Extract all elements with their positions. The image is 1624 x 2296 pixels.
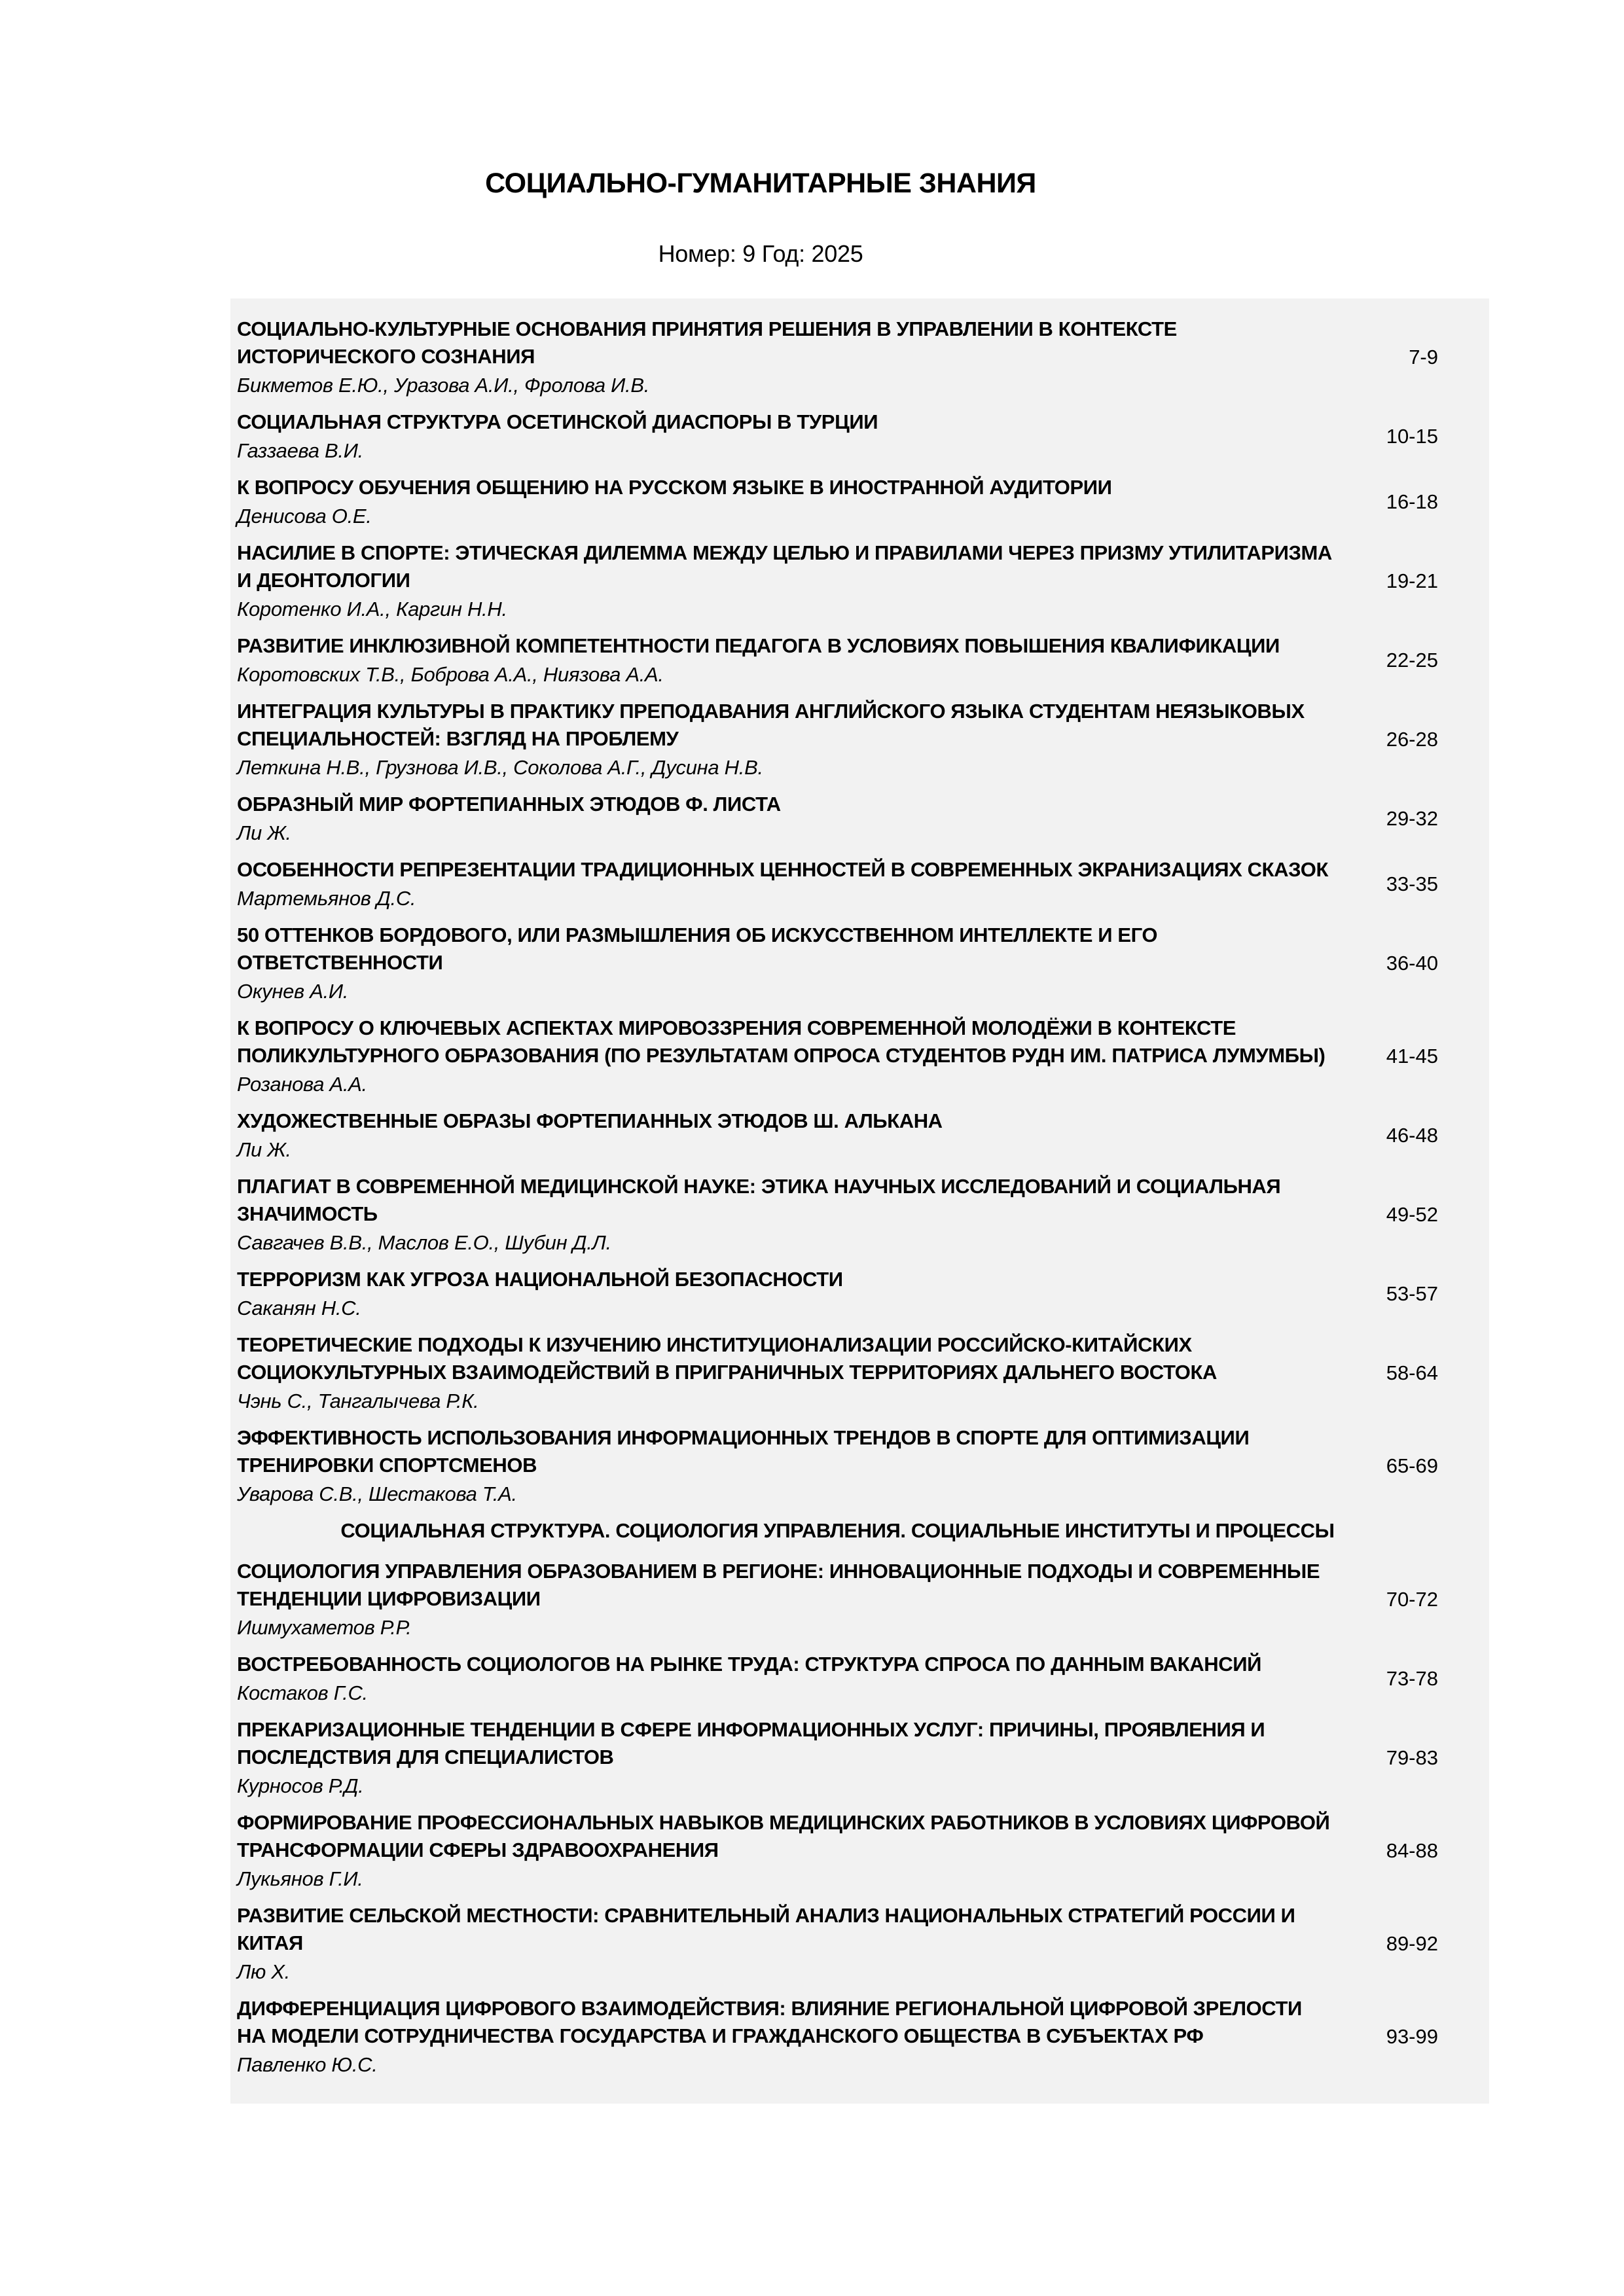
journal-title: СОЦИАЛЬНО-ГУМАНИТАРНЫЕ ЗНАНИЯ [485,167,1036,199]
article-authors: Розанова А.А. [237,1072,367,1096]
toc-entry-main [237,1173,1360,1257]
article-authors: Денисова О.Е. [237,504,372,528]
article-title: ОБРАЗНЫЙ МИР ФОРТЕПИАННЫХ ЭТЮДОВ Ф. ЛИСТА [237,792,781,816]
article-title: 50 ОТТЕНКОВ БОРДОВОГО, ИЛИ РАЗМЫШЛЕНИЯ ОБ ИСКУССТВЕННОМ ИНТЕЛЛЕКТЕ И ЕГО ОТВЕТСТВЕННОСТИ [237,923,1158,974]
toc-entry-main [237,1107,1360,1164]
article-authors: Ишмухаметов Р.Р. [237,1615,412,1639]
toc-entry-main [237,539,1360,623]
article-title: СОЦИАЛЬНАЯ СТРУКТУРА ОСЕТИНСКОЙ ДИАСПОРЫ В ТУРЦИИ [237,410,878,433]
article-authors: Лю Х. [237,1960,290,1983]
article-title: ЭФФЕКТИВНОСТЬ ИСПОЛЬЗОВАНИЯ ИНФОРМАЦИОННЫХ ТРЕНДОВ В СПОРТЕ ДЛЯ ОПТИМИЗАЦИИ ТРЕНИРОВКИ СПОРТСМЕНОВ [237,1426,1250,1477]
toc-entry [237,1014,1438,1098]
article-authors: Коротовских Т.В., Боброва А.А., Ниязова А.А. [237,662,664,686]
article-authors: Мартемьянов Д.С. [237,886,416,910]
toc-entry-main [237,791,1360,847]
article-title: ОСОБЕННОСТИ РЕПРЕЗЕНТАЦИИ ТРАДИЦИОННЫХ ЦЕННОСТЕЙ В СОВРЕМЕННЫХ ЭКРАНИЗАЦИЯХ СКАЗОК [237,857,1328,881]
article-authors: Савгачев В.В., Маслов Е.О., Шубин Д.Л. [237,1230,611,1254]
article-authors: Коротенко И.А., Каргин Н.Н. [237,597,507,620]
toc-entry-main [237,1716,1360,1800]
article-authors: Бикметов Е.Ю., Уразова А.И., Фролова И.В. [237,373,650,397]
article-title: ФОРМИРОВАНИЕ ПРОФЕССИОНАЛЬНЫХ НАВЫКОВ МЕДИЦИНСКИХ РАБОТНИКОВ В УСЛОВИЯХ ЦИФРОВОЙ ТРАНСФОРМАЦИИ СФЕРЫ ЗДРАВООХРАНЕНИЯ [237,1810,1330,1861]
article-title: ХУДОЖЕСТВЕННЫЕ ОБРАЗЫ ФОРТЕПИАННЫХ ЭТЮДОВ Ш. АЛЬКАНА [237,1109,943,1132]
article-title: НАСИЛИЕ В СПОРТЕ: ЭТИЧЕСКАЯ ДИЛЕММА МЕЖДУ ЦЕЛЬЮ И ПРАВИЛАМИ ЧЕРЕЗ ПРИЗМУ УТИЛИТАРИЗМА И ДЕОНТОЛОГИИ [237,541,1332,592]
article-authors: Костаков Г.С. [237,1681,368,1704]
article-page-range: 7-9 [1409,345,1438,368]
article-page-range: 10-15 [1386,424,1438,448]
doc-header [230,0,1291,268]
toc-entry [237,791,1438,847]
article-title: ДИФФЕРЕНЦИАЦИЯ ЦИФРОВОГО ВЗАИМОДЕЙСТВИЯ: ВЛИЯНИЕ РЕГИОНАЛЬНОЙ ЦИФРОВОЙ ЗРЕЛОСТИ НА МОДЕЛИ СОТРУДНИЧЕСТВА ГОСУДАРСТВА И ГРАЖДАНСКОГО ОБЩЕСТВА В СУБЪЕКТАХ РФ [237,1996,1302,2047]
toc-entry-main [237,1995,1360,2079]
article-title: ВОСТРЕБОВАННОСТЬ СОЦИОЛОГОВ НА РЫНКЕ ТРУДА: СТРУКТУРА СПРОСА ПО ДАННЫМ ВАКАНСИЙ [237,1652,1262,1676]
article-title: ПРЕКАРИЗАЦИОННЫЕ ТЕНДЕНЦИИ В СФЕРЕ ИНФОРМАЦИОННЫХ УСЛУГ: ПРИЧИНЫ, ПРОЯВЛЕНИЯ И ПОСЛЕДСТВИЯ ДЛЯ СПЕЦИАЛИСТОВ [237,1717,1265,1768]
article-page-range: 16-18 [1386,490,1438,513]
article-page-range: 84-88 [1386,1839,1438,1862]
article-page-range: 29-32 [1386,806,1438,830]
toc-entry [237,1331,1438,1415]
article-authors: Газзаева В.И. [237,439,363,462]
article-page-range: 33-35 [1386,872,1438,895]
article-page-range: 19-21 [1386,569,1438,592]
article-authors: Окунев А.И. [237,979,349,1003]
toc-entry [237,1558,1438,1641]
toc-entry-main [237,1809,1360,1893]
toc-entry-main [237,1014,1360,1098]
article-page-range: 58-64 [1386,1361,1438,1384]
article-page-range: 46-48 [1386,1123,1438,1147]
toc-entry [237,1173,1438,1257]
article-page-range: 65-69 [1386,1454,1438,1477]
toc-entry [237,539,1438,623]
article-page-range: 79-83 [1386,1746,1438,1769]
article-page-range: 41-45 [1386,1044,1438,1067]
toc-entry [237,408,1438,465]
toc-entry-main [237,1331,1360,1415]
toc-entry-main [237,474,1360,530]
article-title: РАЗВИТИЕ СЕЛЬСКОЙ МЕСТНОСТИ: СРАВНИТЕЛЬНЫЙ АНАЛИЗ НАЦИОНАЛЬНЫХ СТРАТЕГИЙ РОССИИ И КИТАЯ [237,1903,1295,1954]
article-authors: Павленко Ю.С. [237,2053,378,2076]
article-authors: Уварова С.В., Шестакова Т.А. [237,1482,517,1505]
article-page-range: 70-72 [1386,1587,1438,1611]
article-title: СОЦИОЛОГИЯ УПРАВЛЕНИЯ ОБРАЗОВАНИЕМ В РЕГИОНЕ: ИННОВАЦИОННЫЕ ПОДХОДЫ И СОВРЕМЕННЫЕ ТЕНДЕНЦИИ ЦИФРОВИЗАЦИИ [237,1559,1320,1610]
toc-entry [237,474,1438,530]
article-authors: Саканян Н.С. [237,1296,361,1319]
article-page-range: 26-28 [1386,727,1438,751]
article-title: К ВОПРОСУ О КЛЮЧЕВЫХ АСПЕКТАХ МИРОВОЗЗРЕНИЯ СОВРЕМЕННОЙ МОЛОДЁЖИ В КОНТЕКСТЕ ПОЛИКУЛЬТУРНОГО ОБРАЗОВАНИЯ (ПО РЕЗУЛЬТАТАМ ОПРОСА СТУДЕНТОВ РУДН ИМ. ПАТРИСА ЛУМУМБЫ) [237,1016,1326,1067]
toc-entry [237,1809,1438,1893]
toc-entry [237,856,1438,912]
toc-entry [237,315,1438,399]
toc-list [230,298,1489,2104]
article-authors: Ли Ж. [237,821,291,844]
issue-year-line: Номер: 9 Год: 2025 [658,240,863,267]
article-page-range: 89-92 [1386,1931,1438,1955]
article-title: РАЗВИТИЕ ИНКЛЮЗИВНОЙ КОМПЕТЕНТНОСТИ ПЕДАГОГА В УСЛОВИЯХ ПОВЫШЕНИЯ КВАЛИФИКАЦИИ [237,634,1280,657]
toc-entry [237,1651,1438,1707]
toc-entry [237,1107,1438,1164]
article-title: ИНТЕГРАЦИЯ КУЛЬТУРЫ В ПРАКТИКУ ПРЕПОДАВАНИЯ АНГЛИЙСКОГО ЯЗЫКА СТУДЕНТАМ НЕЯЗЫКОВЫХ СПЕЦИАЛЬНОСТЕЙ: ВЗГЛЯД НА ПРОБЛЕМУ [237,699,1305,750]
toc-entry-main [237,856,1360,912]
toc-section-header [237,1517,1438,1545]
article-authors: Ли Ж. [237,1138,291,1161]
toc-entry-main [237,1902,1360,1986]
toc-entry [237,632,1438,689]
article-authors: Курносов Р.Д. [237,1774,364,1797]
toc-entry-main [237,922,1360,1005]
article-page-range: 53-57 [1386,1282,1438,1305]
toc-entry-main [237,1651,1360,1707]
article-title: СОЦИАЛЬНО-КУЛЬТУРНЫЕ ОСНОВАНИЯ ПРИНЯТИЯ РЕШЕНИЯ В УПРАВЛЕНИИ В КОНТЕКСТЕ ИСТОРИЧЕСКОГО СОЗНАНИЯ [237,317,1177,368]
article-page-range: 73-78 [1386,1666,1438,1690]
toc-entry [237,698,1438,781]
toc-entry-main [237,698,1360,781]
article-authors: Леткина Н.В., Грузнова И.В., Соколова А.Г., Дусина Н.В. [237,755,763,779]
article-authors: Лукьянов Г.И. [237,1867,363,1890]
toc-entry-main [237,1424,1360,1508]
toc-entry-main [237,1558,1360,1641]
toc-entry [237,922,1438,1005]
article-page-range: 49-52 [1386,1202,1438,1226]
article-authors: Чэнь С., Тангалычева Р.К. [237,1389,479,1412]
section-title: СОЦИАЛЬНАЯ СТРУКТУРА. СОЦИОЛОГИЯ УПРАВЛЕНИЯ. СОЦИАЛЬНЫЕ ИНСТИТУТЫ И ПРОЦЕССЫ [340,1518,1335,1542]
toc-entry [237,1716,1438,1800]
toc-entry [237,1902,1438,1986]
article-title: ТЕРРОРИЗМ КАК УГРОЗА НАЦИОНАЛЬНОЙ БЕЗОПАСНОСТИ [237,1267,843,1291]
toc-entry-main [237,408,1360,465]
article-title: К ВОПРОСУ ОБУЧЕНИЯ ОБЩЕНИЮ НА РУССКОМ ЯЗЫКЕ В ИНОСТРАННОЙ АУДИТОРИИ [237,475,1112,499]
toc-entry [237,1424,1438,1508]
toc-entry [237,1266,1438,1322]
toc-entry [237,1995,1438,2079]
article-title: ПЛАГИАТ В СОВРЕМЕННОЙ МЕДИЦИНСКОЙ НАУКЕ: ЭТИКА НАУЧНЫХ ИССЛЕДОВАНИЙ И СОЦИАЛЬНАЯ ЗНАЧИМОСТЬ [237,1174,1281,1225]
article-page-range: 36-40 [1386,951,1438,975]
article-title: ТЕОРЕТИЧЕСКИЕ ПОДХОДЫ К ИЗУЧЕНИЮ ИНСТИТУЦИОНАЛИЗАЦИИ РОССИЙСКО-КИТАЙСКИХ СОЦИОКУЛЬТУРНЫХ ВЗАИМОДЕЙСТВИЙ В ПРИГРАНИЧНЫХ ТЕРРИТОРИЯХ ДАЛЬНЕГО ВОСТОКА [237,1333,1217,1384]
article-page-range: 93-99 [1386,2024,1438,2048]
toc-entry-main [237,632,1360,689]
toc-entry-main [237,315,1360,399]
toc-entry-main [237,1266,1360,1322]
article-page-range: 22-25 [1386,648,1438,672]
